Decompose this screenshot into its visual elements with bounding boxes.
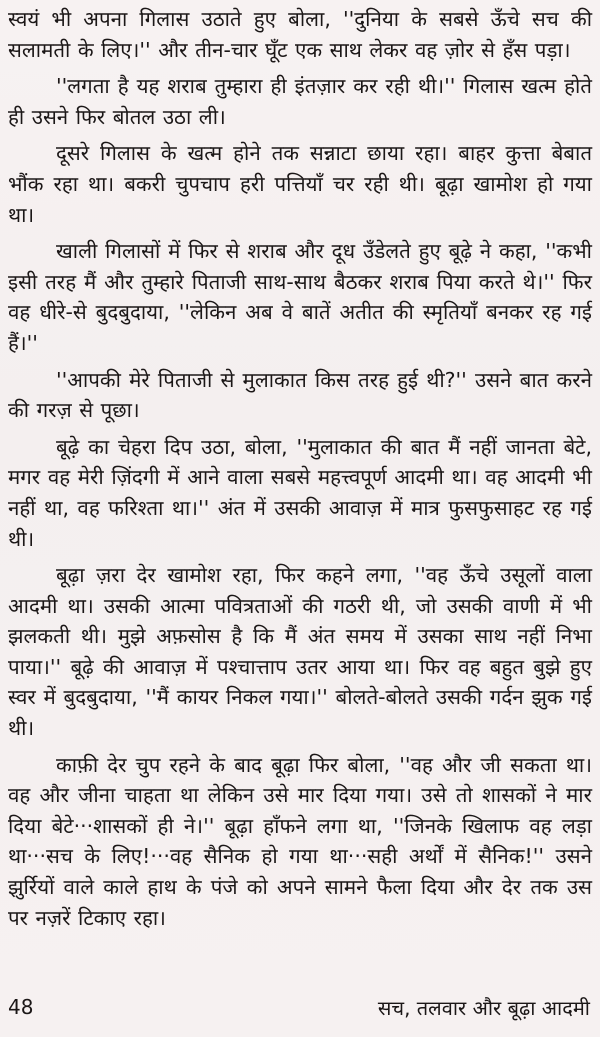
paragraph-6: बूढ़े का चेहरा दिप उठा, बोला, ''मुलाकात की बात मैं नहीं जानता बेटे, मगर वह मेरी ज़िंदगी में आने वाला सबसे महत्त्वपूर्ण आदमी था। वह आदमी भी नहीं था, वह फरिश्ता था।'' अंत में उसकी आवाज़ में मात्र फुसफुसाहट रह गई थी। [8,434,592,551]
paragraph-2: ''लगता है यह शराब तुम्हारा ही इंतज़ार कर रही थी।'' गिलास खत्म होते ही उसने फिर बोतल उठा ली। [8,74,592,129]
page-number: 48 [8,995,34,1019]
paragraph-7: बूढ़ा ज़रा देर खामोश रहा, फिर कहने लगा, ''वह ऊँचे उसूलों वाला आदमी था। उसकी आत्मा पवित्रताओं की गठरी थी, जो उसकी वाणी में भी झलकती थी। मुझे अफ़सोस है कि मैं अंत समय में उसका साथ नहीं निभा पाया।'' बूढ़े की आवाज़ में पश्चात्ताप उतर आया था। फिर वह बहुत बुझे हुए स्वर में बुदबुदाया, ''मैं कायर निकल गया।'' बोलते-बोलते उसकी गर्दन झुक गई थी। [8,563,592,741]
body-text [8,4,592,939]
paragraph-5: ''आपकी मेरे पिताजी से मुलाकात किस तरह हुई थी?'' उसने बात करने की गरज़ से पूछा। [8,367,592,423]
paragraph-8: काफ़ी देर चुप रहने के बाद बूढ़ा फिर बोला, ''वह और जी सकता था। वह और जीना चाहता था लेकिन उसे मार दिया गया। उसे तो शासकों ने मार दिया बेटे···शासकों ही ने।'' बूढ़ा हाँफने लगा था, ''जिनके खिलाफ वह लड़ा था···सच के लिए!···वह सैनिक हो गया था···सही अर्थों में सैनिक!'' उसने झुर्रियों वाले काले हाथ के पंजे को अपने सामने फैला दिया और देर तक उस पर नज़रें टिकाए रहा। [8,752,592,930]
paragraph-1: स्वयं भी अपना गिलास उठाते हुए बोला, ''दुनिया के सबसे ऊँचे सच की सलामती के लिए।'' और तीन-चार घूँट एक साथ लेकर वह ज़ोर से हँस पड़ा। [8,7,592,62]
running-title: सच, तलवार और बूढ़ा आदमी [377,995,590,1020]
page-footer [8,990,590,1024]
paragraph-3: दूसरे गिलास के खत्म होने तक सन्नाटा छाया रहा। बाहर कुत्ता बेबात भौंक रहा था। बकरी चुपचाप हरी पत्तियाँ चर रही थी। बूढ़ा खामोश हो गया था। [8,141,592,227]
paragraph-4: खाली गिलासों में फिर से शराब और दूध उँडेलते हुए बूढ़े ने कहा, ''कभी इसी तरह मैं और तुम्हारे पिताजी साथ-साथ बैठकर शराब पिया करते थे।'' फिर वह धीरे-से बुदबुदाया, ''लेकिन अब वे बातें अतीत की स्मृतियाँ बनकर रह गई हैं।'' [8,239,592,355]
